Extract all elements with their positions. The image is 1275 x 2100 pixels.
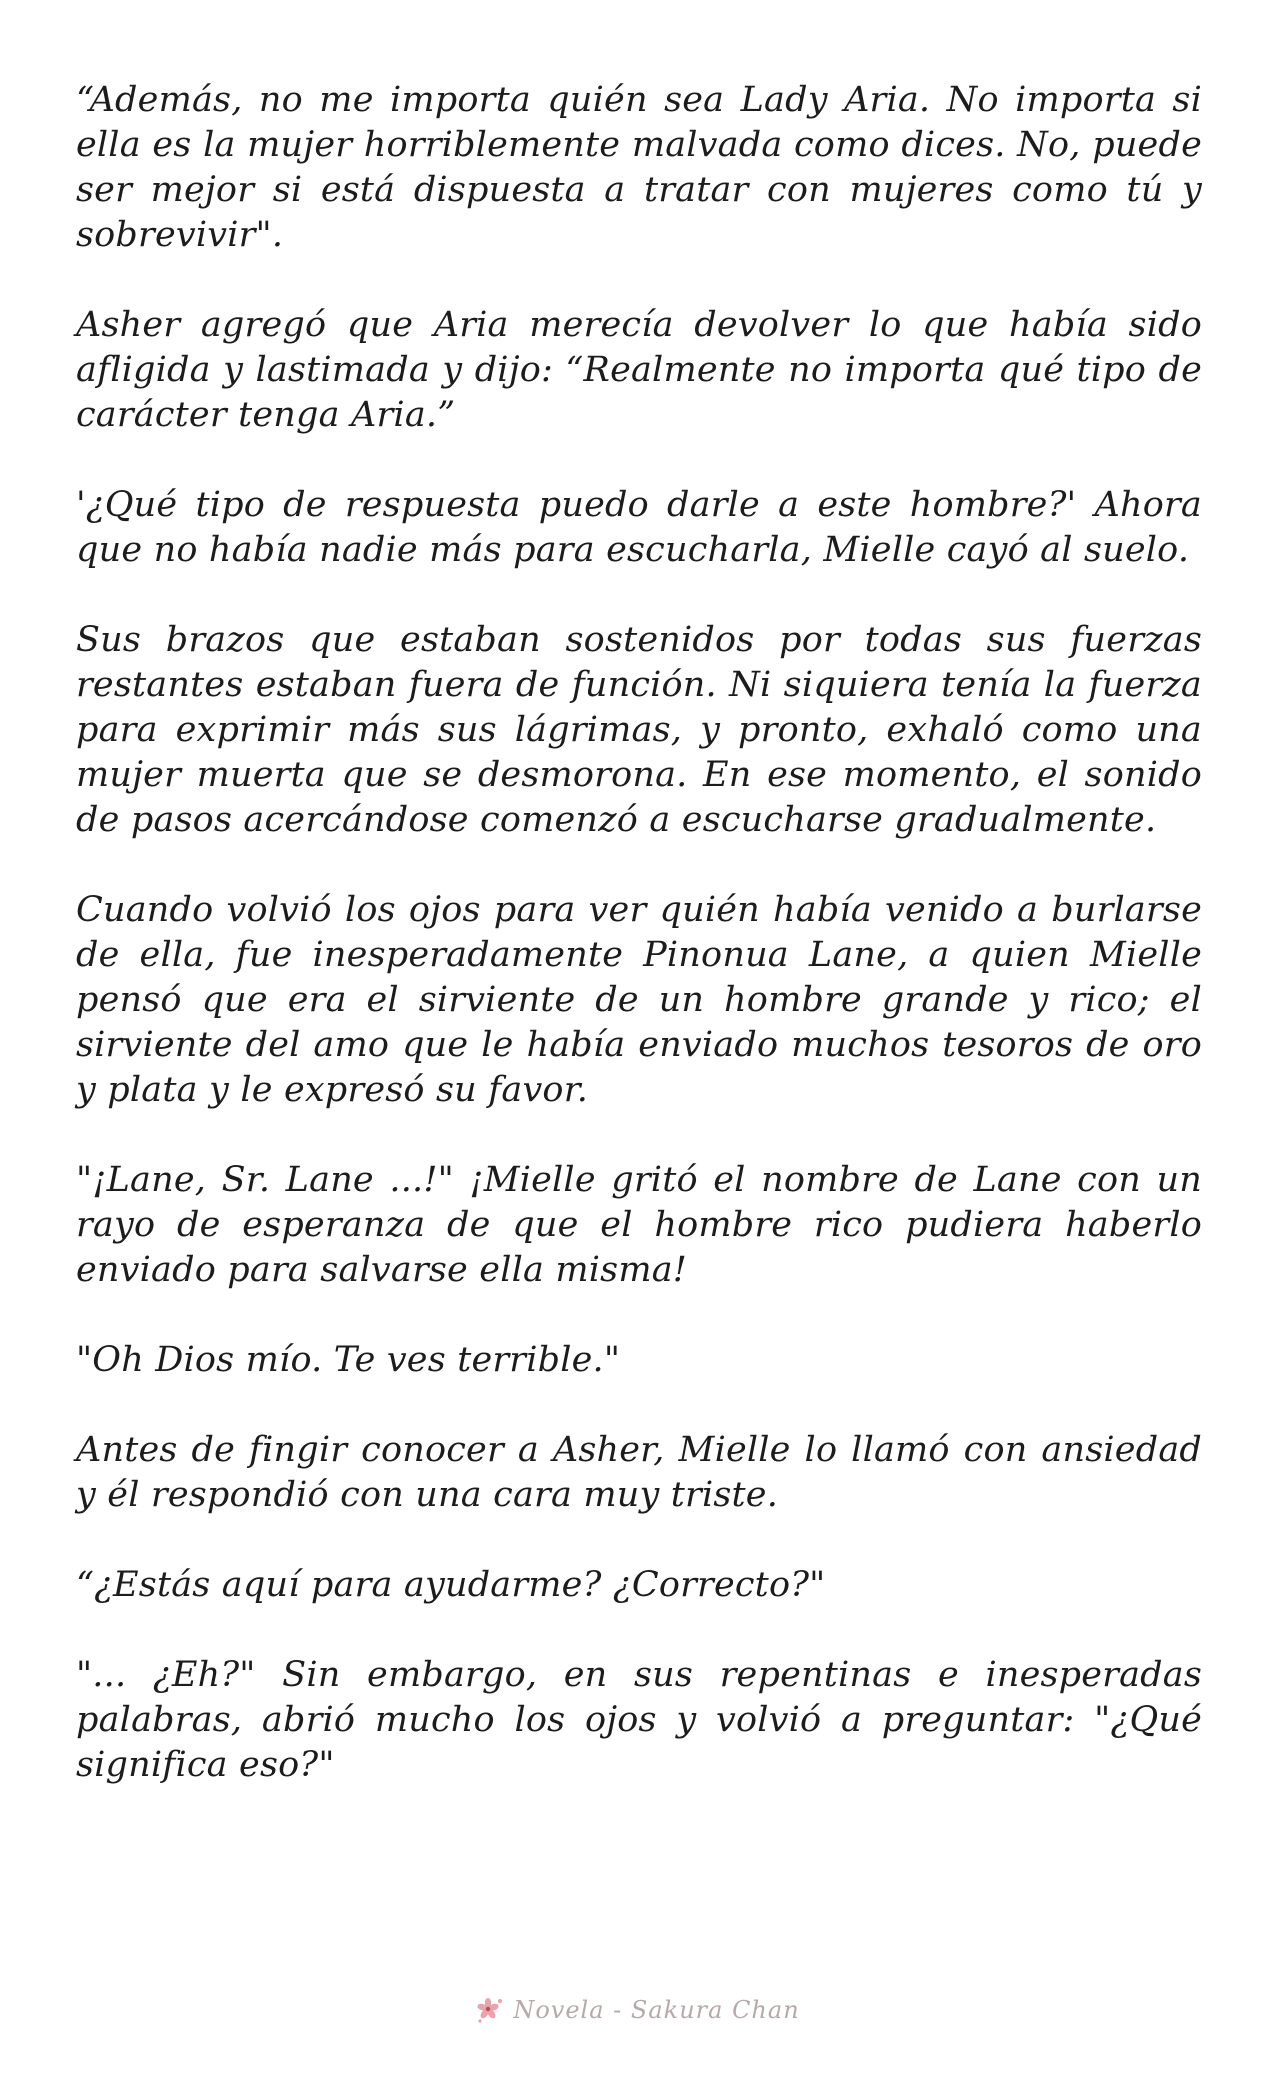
sakura-flower-icon bbox=[475, 1995, 505, 2025]
paragraph: Antes de fingir conocer a Asher, Mielle lo llamó con ansiedad y él respondió con una cara muy triste. bbox=[76, 1430, 1202, 1515]
story-text bbox=[76, 78, 1202, 1833]
paragraph: Cuando volvió los ojos para ver quién había venido a burlarse de ella, fue inesperadamente Pinonua Lane, a quien Mielle pensó que era el sirviente de un hombre grande y rico; el sirviente del amo que le había enviado muchos tesoros de oro y plata y le expresó su favor. bbox=[76, 890, 1202, 1110]
paragraph: “Además, no me importa quién sea Lady Aria. No importa si ella es la mujer horriblemente malvada como dices. No, puede ser mejor si está dispuesta a tratar con mujeres como tú y sobrevivir". bbox=[76, 80, 1202, 255]
paragraph: Asher agregó que Aria merecía devolver lo que había sido afligida y lastimada y dijo: “Realmente no importa qué tipo de carácter tenga Aria.” bbox=[76, 305, 1202, 435]
watermark bbox=[475, 1995, 799, 2025]
paragraph: "... ¿Eh?" Sin embargo, en sus repentinas e inesperadas palabras, abrió mucho los ojos y volvió a preguntar: "¿Qué significa eso?" bbox=[76, 1655, 1202, 1785]
watermark-text: Novela - Sakura Chan bbox=[513, 1996, 800, 2024]
paragraph: Sus brazos que estaban sostenidos por todas sus fuerzas restantes estaban fuera de función. Ni siquiera tenía la fuerza para exprimir más sus lágrimas, y pronto, exhaló como una mujer muerta que se desmorona. En ese momento, el sonido de pasos acercándose comenzó a escucharse gradualmente. bbox=[76, 620, 1202, 840]
paragraph: '¿Qué tipo de respuesta puedo darle a este hombre?' Ahora que no había nadie más para escucharla, Mielle cayó al suelo. bbox=[76, 485, 1202, 570]
paragraph: "¡Lane, Sr. Lane ...!" ¡Mielle gritó el nombre de Lane con un rayo de esperanza de que el hombre rico pudiera haberlo enviado para salvarse ella misma! bbox=[76, 1160, 1202, 1290]
footer-watermark bbox=[0, 1990, 1275, 2030]
paragraph: "Oh Dios mío. Te ves terrible." bbox=[76, 1340, 621, 1380]
paragraph: “¿Estás aquí para ayudarme? ¿Correcto?" bbox=[76, 1565, 826, 1605]
